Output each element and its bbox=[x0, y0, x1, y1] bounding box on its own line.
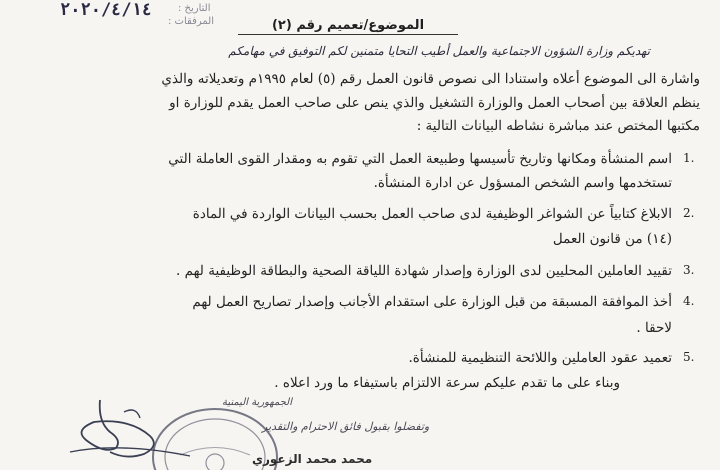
salutation-line: وتفضلوا بقبول فائق الاحترام والتقدير bbox=[262, 420, 430, 433]
attachments-label: المرفقات : bbox=[168, 16, 214, 27]
item-4-line-1: أخذ الموافقة المسبقة من قبل الوزارة على استقدام الأجانب وإصدار تصاريح العمل لهم bbox=[192, 294, 672, 310]
item-2-line-2: (١٤) من قانون العمل bbox=[552, 231, 672, 247]
greeting-line: تهديكم وزارة الشؤون الاجتماعية والعمل أطيب التحايا متمنين لكم التوفيق في مهامكم bbox=[228, 44, 650, 58]
item-5-line-1: تعميد عقود العاملين واللائحة التنظيمية للمنشأة. bbox=[408, 350, 672, 366]
item-number: 3. bbox=[683, 263, 695, 277]
date-label: التاريخ : bbox=[178, 3, 211, 14]
item-number: 2. bbox=[683, 206, 695, 220]
item-3-line-1: تقييد العاملين المحليين لدى الوزارة وإصدار شهادة اللياقة الصحية والبطاقة الوظيفية لهم . bbox=[176, 263, 672, 279]
signature-icon bbox=[40, 392, 240, 470]
date-value: ٢٠٢٠/٤/١٤ bbox=[60, 0, 153, 20]
subject-heading: الموضوع/تعميم رقم (٢) bbox=[271, 18, 425, 33]
item-number: 1. bbox=[683, 151, 695, 165]
intro-line-2: ينظم العلاقة بين أصحاب العمل والوزارة التشغيل والذي ينص على صاحب العمل يقدم للوزارة او bbox=[169, 95, 700, 111]
item-2-line-1: الابلاغ كتابياً عن الشواغر الوظيفية لدى صاحب العمل بحسب البيانات الواردة في المادة bbox=[192, 206, 672, 222]
closing-line: وبناء على ما تقدم عليكم سرعة الالتزام باستيفاء ما ورد اعلاه . bbox=[274, 375, 620, 391]
intro-line-1: واشارة الى الموضوع أعلاه واستنادا الى نصوص قانون العمل رقم (٥) لعام ١٩٩٥م وتعديلاته والذي bbox=[161, 71, 700, 87]
item-4-line-2: لاحقا . bbox=[636, 320, 672, 336]
date-box bbox=[60, 0, 232, 30]
stamp-text: الجمهورية اليمنية bbox=[222, 397, 293, 408]
intro-line-3: مكتبها المختص عند مباشرة نشاطه البيانات التالية : bbox=[416, 118, 700, 134]
item-number: 5. bbox=[683, 350, 695, 364]
signatory-name: محمد محمد الزعوري bbox=[252, 452, 373, 466]
item-1-line-1: اسم المنشأة ومكانها وتاريخ تأسيسها وطبيعة العمل التي تقوم به ومقدار القوى العاملة التي bbox=[168, 151, 672, 167]
subject-underline bbox=[238, 34, 458, 35]
item-number: 4. bbox=[683, 294, 695, 308]
item-1-line-2: تستخدمها واسم الشخص المسؤول عن ادارة المنشأة. bbox=[373, 175, 672, 191]
